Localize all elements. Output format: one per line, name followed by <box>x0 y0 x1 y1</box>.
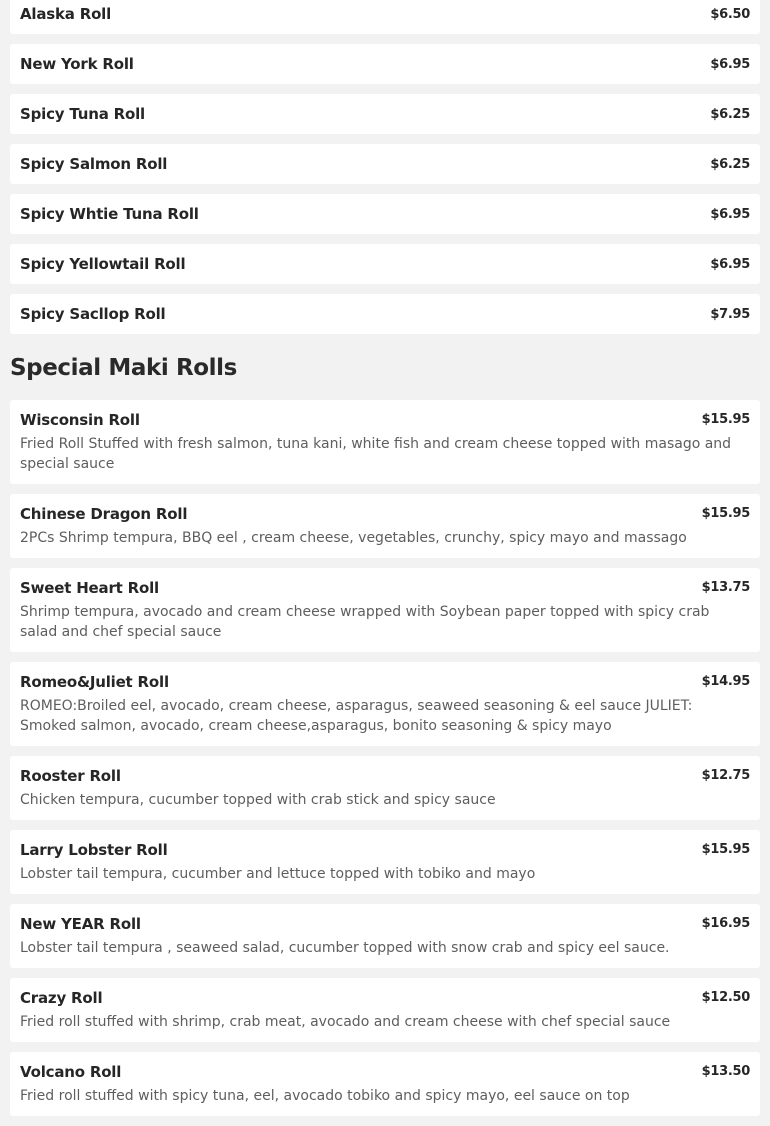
menu-item-name: Spicy Sacllop Roll <box>20 305 166 323</box>
menu-item-price: $12.50 <box>701 990 750 1005</box>
section-title: Special Maki Rolls <box>10 355 237 381</box>
menu-item-name: Romeo&Juliet Roll <box>20 673 169 691</box>
menu-item-price: $13.75 <box>701 580 750 595</box>
menu-item-header <box>20 915 750 933</box>
menu-item-alaska-roll[interactable] <box>10 0 760 34</box>
menu-item-name: New YEAR Roll <box>20 915 141 933</box>
menu-item-name: Spicy Salmon Roll <box>20 155 168 173</box>
menu-item-name: New York Roll <box>20 55 134 73</box>
menu-item-new-year-roll[interactable] <box>10 904 760 968</box>
menu-item-header <box>20 579 750 597</box>
menu-item-price: $6.95 <box>710 206 750 222</box>
menu-item-description: 2PCs Shrimp tempura, BBQ eel , cream cheese, vegetables, crunchy, spicy mayo and massago <box>20 530 687 546</box>
menu-item-description: Fried Roll Stuffed with fresh salmon, tuna kani, white fish and cream cheese topped with masago and special sauce <box>20 436 732 472</box>
menu-item-name: Larry Lobster Roll <box>20 841 168 859</box>
menu-item-sweet-heart-roll[interactable] <box>10 568 760 652</box>
menu-item-name: Sweet Heart Roll <box>20 579 159 597</box>
menu-item-name: Spicy Yellowtail Roll <box>20 255 186 273</box>
menu-item-name: Chinese Dragon Roll <box>20 505 188 523</box>
menu-item-name: Rooster Roll <box>20 767 121 785</box>
menu-item-description: Lobster tail tempura , seaweed salad, cucumber topped with snow crab and spicy eel sauce. <box>20 940 670 956</box>
menu-item-price: $6.50 <box>710 6 750 22</box>
menu-item-price: $12.75 <box>701 768 750 783</box>
menu-item-volcano-roll[interactable] <box>10 1052 760 1116</box>
menu-item-name: Spicy Whtie Tuna Roll <box>20 205 199 223</box>
menu-item-spicy-white-tuna-roll[interactable] <box>10 194 760 234</box>
menu-item-header <box>20 505 750 523</box>
menu-item-price: $7.95 <box>710 306 750 322</box>
menu-item-spicy-salmon-roll[interactable] <box>10 144 760 184</box>
menu-item-name: Spicy Tuna Roll <box>20 105 145 123</box>
menu-item-price: $6.25 <box>710 156 750 172</box>
menu-item-rooster-roll[interactable] <box>10 756 760 820</box>
menu-item-name: Volcano Roll <box>20 1063 122 1081</box>
menu-item-spicy-tuna-roll[interactable] <box>10 94 760 134</box>
menu-item-price: $6.95 <box>710 56 750 72</box>
menu-item-wisconsin-roll[interactable] <box>10 400 760 484</box>
menu-item-description: ROMEO:Broiled eel, avocado, cream cheese, asparagus, seaweed seasoning & eel sauce JULIET: Smoked salmon, avocado, cream cheese,asparagus, bonito seasoning & spicy mayo <box>20 698 693 734</box>
menu-item-description: Fried roll stuffed with spicy tuna, eel, avocado tobiko and spicy mayo, eel sauce on top <box>20 1088 630 1104</box>
menu-item-header <box>20 411 750 429</box>
menu-item-description: Shrimp tempura, avocado and cream cheese wrapped with Soybean paper topped with spicy crab salad and chef special sauce <box>20 604 710 640</box>
menu-item-spicy-scallop-roll[interactable] <box>10 294 760 334</box>
menu-item-crazy-roll[interactable] <box>10 978 760 1042</box>
menu-item-name: Wisconsin Roll <box>20 411 140 429</box>
menu-item-price: $13.50 <box>701 1064 750 1079</box>
menu-item-header <box>20 767 750 785</box>
menu-item-header <box>20 673 750 691</box>
menu-item-larry-lobster-roll[interactable] <box>10 830 760 894</box>
menu-item-description: Lobster tail tempura, cucumber and lettuce topped with tobiko and mayo <box>20 866 536 882</box>
menu-item-price: $6.25 <box>710 106 750 122</box>
menu-item-new-york-roll[interactable] <box>10 44 760 84</box>
menu-item-description: Chicken tempura, cucumber topped with crab stick and spicy sauce <box>20 792 496 808</box>
menu-item-price: $16.95 <box>701 916 750 931</box>
menu-list <box>10 0 760 1126</box>
menu-item-name: Crazy Roll <box>20 989 103 1007</box>
menu-item-chinese-dragon-roll[interactable] <box>10 494 760 558</box>
menu-item-name: Alaska Roll <box>20 5 112 23</box>
menu-item-price: $6.95 <box>710 256 750 272</box>
menu-item-romeo-juliet-roll[interactable] <box>10 662 760 746</box>
menu-item-description: Fried roll stuffed with shrimp, crab meat, avocado and cream cheese with chef special sauce <box>20 1014 671 1030</box>
menu-item-price: $14.95 <box>701 674 750 689</box>
menu-item-header <box>20 989 750 1007</box>
menu-item-price: $15.95 <box>701 412 750 427</box>
menu-item-price: $15.95 <box>701 842 750 857</box>
menu-item-spicy-yellowtail-roll[interactable] <box>10 244 760 284</box>
menu-item-price: $15.95 <box>701 506 750 521</box>
menu-item-header <box>20 1063 750 1081</box>
menu-item-header <box>20 841 750 859</box>
